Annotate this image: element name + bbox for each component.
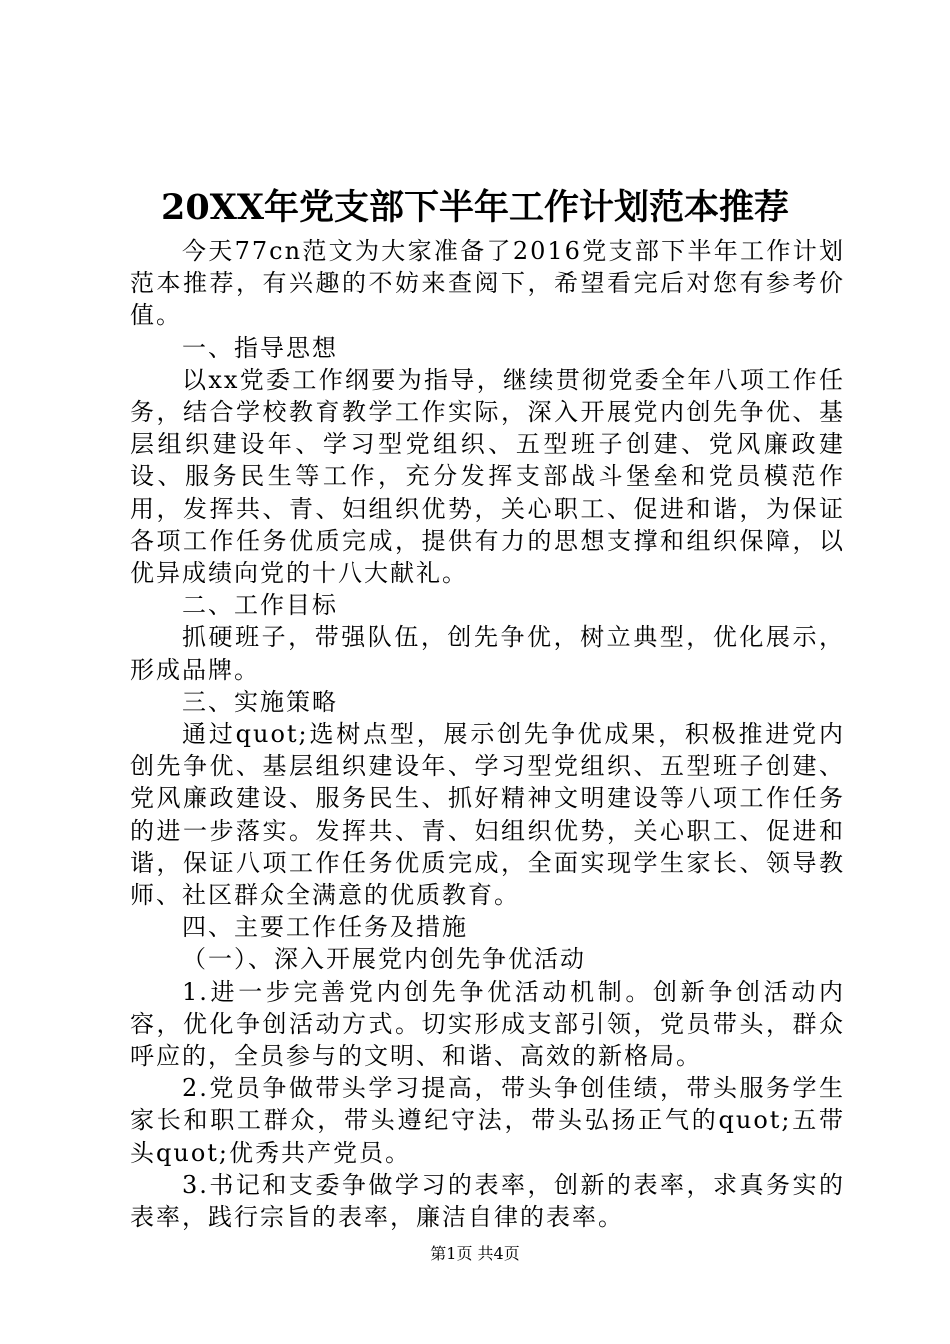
list-item-2: 2.党员争做带头学习提高，带头争创佳绩，带头服务学生家长和职工群众，带头遵纪守法，带头弘扬正气的quot;五带头quot;优秀共产党员。: [130, 1074, 845, 1167]
document-title: 20XX年党支部下半年工作计划范本推荐: [160, 187, 790, 228]
paragraph-work-goals: 抓硬班子，带强队伍，创先争优，树立典型，优化展示，形成品牌。: [130, 623, 845, 684]
section-heading-main-tasks: 四、主要工作任务及措施: [182, 913, 468, 942]
section-heading-guiding-ideology: 一、指导思想: [182, 333, 338, 362]
subsection-heading-activity: （一）、深入开展党内创先争优活动: [182, 945, 586, 974]
document-body: [130, 235, 845, 1233]
list-item-3: 3.书记和支委争做学习的表率，创新的表率，求真务实的表率，践行宗旨的表率，廉洁自律的表率。: [130, 1170, 845, 1232]
intro-paragraph: 今天77cn范文为大家准备了2016党支部下半年工作计划范本推荐，有兴趣的不妨来查阅下，希望看完后对您有参考价值。: [130, 237, 845, 330]
paragraph-strategy: 通过quot;选树点型，展示创先争优成果，积极推进党内创先争优、基层组织建设年、学习型党组织、五型班子创建、党风廉政建设、服务民生、抓好精神文明建设等八项工作任务的进一步落实。发挥共、青、妇组织优势，关心职工、促进和谐，保证八项工作任务优质完成，全面实现学生家长、领导教师、社区群众全满意的优质教育。: [130, 720, 845, 910]
paragraph-guiding-ideology: 以xx党委工作纲要为指导，继续贯彻党委全年八项工作任务，结合学校教育教学工作实际，深入开展党内创先争优、基层组织建设年、学习型党组织、五型班子创建、党风廉政建设、服务民生等工作，充分发挥支部战斗堡垒和党员模范作用，发挥共、青、妇组织优势，关心职工、促进和谐，为保证各项工作任务优质完成，提供有力的思想支撑和组织保障，以优异成绩向党的十八大献礼。: [130, 365, 845, 588]
section-heading-work-goals: 二、工作目标: [182, 591, 338, 620]
section-heading-strategy: 三、实施策略: [182, 687, 338, 716]
list-item-1: 1.进一步完善党内创先争优活动机制。创新争创活动内容，优化争创活动方式。切实形成支部引领，党员带头，群众呼应的，全员参与的文明、和谐、高效的新格局。: [130, 977, 845, 1071]
page-number-footer: 第1页 共4页: [430, 1244, 520, 1263]
